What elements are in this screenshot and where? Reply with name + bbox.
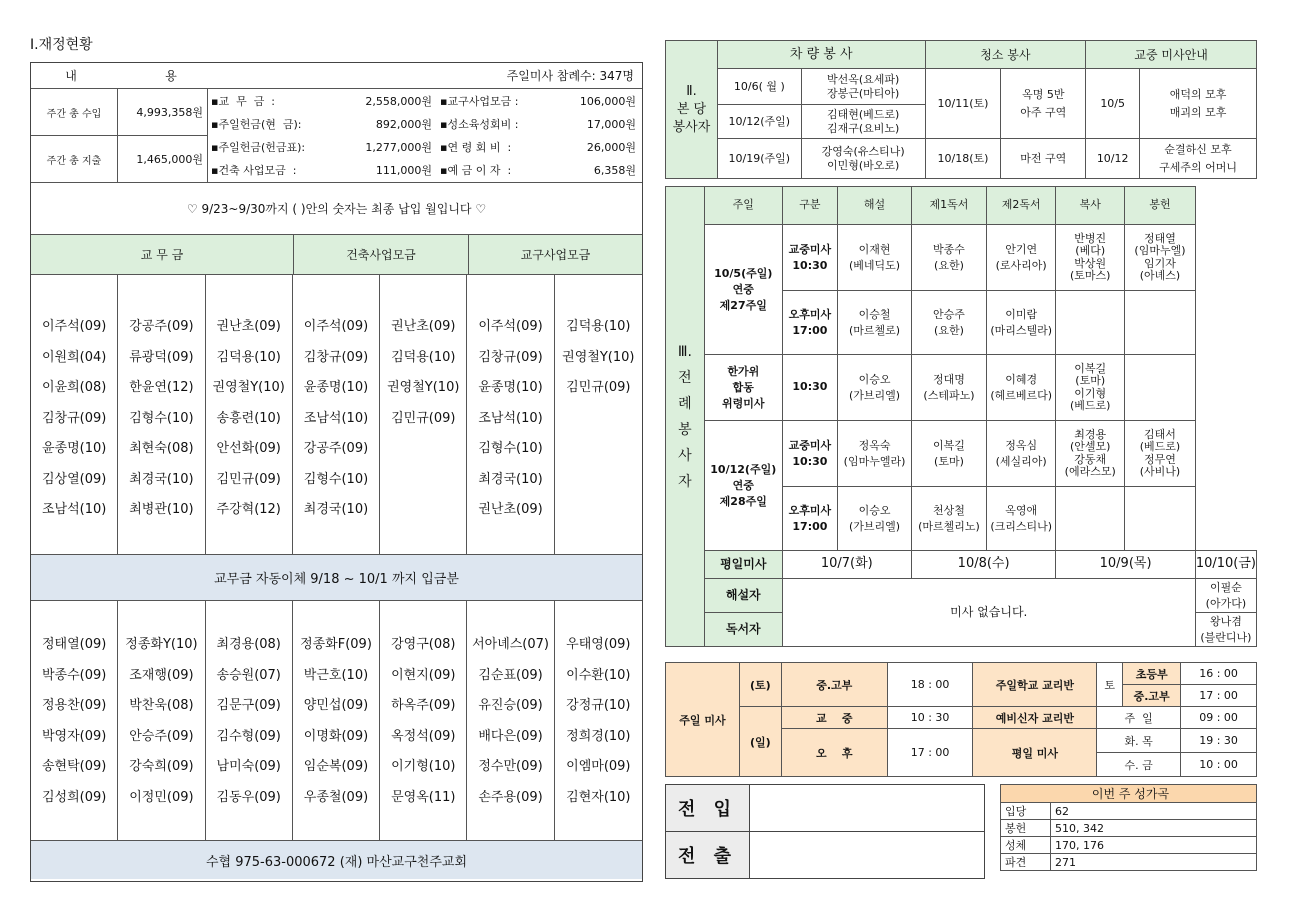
donor-name: 정용찬(09) [41,698,107,713]
name-column [380,601,467,840]
weekday-1-time: 19 : 30 [1181,729,1257,753]
mass-schedule [665,662,1257,777]
donor-name: 김덕용(10) [566,319,631,334]
donor-name: 이기형(10) [391,759,456,774]
group-header-building: 건축사업모금 [294,235,469,274]
commentator-label: 해설자 [704,579,782,613]
guide-date: 10/12 [1086,139,1140,179]
donor-name: 서아녜스(07) [472,637,549,652]
guide-text: 순결하신 모후 구세주의 어머니 [1140,139,1257,179]
reader-2: 안기연 (로사리아) [987,225,1056,291]
mass-name: 오 후 [781,729,887,777]
group-header-diocese: 교구사업모금 [520,248,591,262]
donor-name: 최현숙(08) [129,441,194,456]
hymn-number: 271 [1051,854,1257,871]
hymn-table [1000,784,1257,871]
clean-date: 10/11(토) [925,69,1001,139]
mass-type: 오후미사 17:00 [782,291,837,355]
donor-name: 손주용(09) [478,789,543,805]
name-column [31,275,118,554]
reader-2: 옥영애 (크리스티나) [987,487,1056,551]
income-line-a: ▪교 무 금 : [211,94,276,108]
donor-name: 김성희(09) [41,789,107,805]
donor-name: 권영철Y(10) [212,380,285,395]
donor-name: 최경국(10) [303,502,369,517]
offertory: 정태열 (임마누엘) 임기자 (아녜스) [1125,225,1196,291]
mass-type: 교중미사 10:30 [782,225,837,291]
donor-name: 김순표(09) [478,667,543,683]
donor-name: 정수만(09) [478,759,543,774]
donor-list [31,275,642,555]
clean-date: 10/18(토) [925,139,1001,179]
name-column [206,275,293,554]
donor-name: 윤종명(10) [303,380,369,395]
catechumen-day: 주 일 [1097,707,1181,729]
hymn-label: 입당 [1001,803,1051,820]
income-line [208,159,642,182]
reader-2: 이미람 (마리스텔라) [987,291,1056,355]
elementary-label: 초등부 [1123,663,1181,685]
income-line-d: 26,000원 [586,141,636,155]
donor-name: 조재행(09) [129,667,194,683]
donor-name: 조남석(10) [478,410,543,426]
donor-name: 박종수(09) [41,667,107,683]
donor-name: 김수형(09) [216,728,281,744]
income-line [208,112,642,135]
reader-2: 정옥심 (세실리아) [987,421,1056,487]
name-column [118,275,205,554]
donor-name: 최경국(10) [478,471,543,487]
middle-high-label: 중.고부 [1123,685,1181,707]
catechumen-label: 예비신자 교리반 [973,707,1097,729]
liturgy-table [665,186,1257,647]
income-line-d: 17,000원 [586,117,636,131]
weekday-mass-label: 평일 미사 [973,729,1097,777]
donor-name: 박근호(10) [303,667,369,683]
donor-name: 이엠마(09) [566,759,631,774]
col-header: 해설 [838,187,912,225]
donor-name: 류광덕(09) [129,349,194,365]
mass-type: 교중미사 10:30 [782,421,837,487]
sunday-school-sat: 토 [1097,663,1123,707]
weekday-date: 10/10(금) [1195,551,1256,579]
donor-name: 송현탁(09) [41,759,107,774]
donor-name: 문영옥(11) [391,789,456,805]
reader-1: 박종수 (요한) [911,225,986,291]
clean-area: 옥명 5반 아주 구역 [1001,69,1086,139]
header-nae: 내 [65,69,77,83]
donor-name: 옥정석(09) [391,728,456,744]
income-line-c: ▪연 령 회 비 : [440,141,512,155]
donor-name: 권영철Y(10) [562,349,635,365]
auto-transfer-list [31,601,642,841]
donor-name: 김형수(10) [478,441,543,456]
transfer-out-label: 전 출 [666,832,750,878]
hymn-label: 봉헌 [1001,820,1051,837]
mass-name: 중.고부 [781,663,887,707]
reader-1: 천상철 (마르첼리노) [911,487,986,551]
donor-name: 김민규(09) [566,380,631,395]
offertory [1125,291,1196,355]
income-line-b: 2,558,000원 [365,94,432,108]
day-cell: 한가위 합동 위령미사 [704,355,782,421]
income-line-d: 106,000원 [579,94,636,108]
commentator: 이승철 (마르첼로) [838,291,912,355]
reader-label: 독서자 [704,613,782,647]
offertory [1125,355,1196,421]
weekday-date: 10/7(화) [782,551,911,579]
income-breakdown [208,89,642,182]
weekday-1: 화. 목 [1097,729,1181,753]
payment-notice: ♡ 9/23~9/30까지 ( )안의 숫자는 최종 납입 월입니다 ♡ [31,183,642,235]
donor-name: 김창규(09) [478,349,543,365]
name-column [293,601,380,840]
saturday-label: (토) [739,663,781,707]
donor-name: 송흥련(10) [216,410,281,426]
car-names: 김태현(베드로) 김재구(요비노) [801,105,925,139]
altar-server [1056,487,1125,551]
donor-name: 박영자(09) [41,728,107,744]
offertory: 김태서 (베드로) 정무연 (사비나) [1125,421,1196,487]
donor-name: 정태열(09) [41,637,107,652]
col-header: 구분 [782,187,837,225]
donor-name: 이원희(04) [41,349,107,365]
header-yong: 용 [165,69,177,83]
income-line-a: ▪주일헌금(현 금): [211,117,302,131]
donor-name: 김창규(09) [41,410,107,426]
group-header-gyomugeum: 교 무 금 [31,235,294,274]
donor-name: 강숙희(09) [129,759,194,774]
mass-time: 18 : 00 [887,663,973,707]
donor-name: 이명화(09) [303,728,369,744]
donor-name: 김상열(09) [41,471,107,487]
day-cell: 10/12(주일) 연중 제28주일 [704,421,782,551]
liturgy-section-label: Ⅲ. 전 례 봉 사 자 [666,187,705,647]
mass-guide-title: 교중 미사안내 [1086,41,1257,69]
parish-volunteer-table [665,40,1257,179]
car-names: 강영숙(유스티나) 이민형(바오로) [801,139,925,179]
donor-name: 이주석(09) [478,319,543,334]
altar-server: 반병진 (베다) 박상원 (토마스) [1056,225,1125,291]
donor-name: 정희경(10) [566,728,631,744]
income-line-c: ▪예 금 이 자 : [440,164,512,178]
car-date: 10/6( 월 ) [717,69,801,105]
mass-name: 교 중 [781,707,887,729]
donor-name: 강공주(09) [129,319,194,334]
income-value: 4,993,358원 [136,106,203,119]
donor-name: 김형수(10) [129,410,194,426]
bank-account: 수협 975-63-000672 (재) 마산교구천주교회 [31,841,642,879]
donor-name: 조남석(10) [303,410,369,426]
col-header: 복사 [1056,187,1125,225]
donor-name: 정종화Y(10) [125,637,198,652]
hymn-title: 이번 주 성가곡 [1001,785,1257,803]
donor-name: 권영철Y(10) [387,380,460,395]
donor-name: 강영구(08) [391,637,456,652]
donor-name: 우태영(09) [566,637,631,652]
income-line-d: 6,358원 [593,164,636,178]
transfer-in-label: 전 입 [666,785,750,831]
donor-name: 배다은(09) [478,728,543,744]
altar-server: 이복길 (토마) 이기형 (베드로) [1056,355,1125,421]
no-mass-note: 미사 없습니다. [782,579,1195,647]
donor-name: 한윤연(12) [129,380,194,395]
income-line [208,89,642,112]
car-date: 10/12(주일) [717,105,801,139]
donor-name: 이현지(09) [391,667,456,683]
fri-reader: 왕나겸 (블란디나) [1195,613,1256,647]
donor-name: 이주석(09) [41,319,107,334]
donor-name: 김덕용(10) [391,349,456,365]
sunday-label: (일) [739,707,781,777]
donor-name: 정종화F(09) [300,637,372,652]
name-column [555,601,642,840]
donor-name: 권난초(09) [391,319,456,334]
name-column [118,601,205,840]
weekday-2-time: 10 : 00 [1181,753,1257,777]
finance-header [31,63,642,89]
donor-name: 이윤희(08) [41,380,107,395]
cleaning-title: 청소 봉사 [925,41,1086,69]
attendance: 주일미사 참례수: 347명 [506,69,634,83]
commentator: 정옥숙 (임마누엘라) [838,421,912,487]
income-line-b: 111,000원 [375,164,432,178]
donor-name: 강정규(10) [566,698,631,713]
altar-server: 최경용 (안셀모) 강동채 (에라스모) [1056,421,1125,487]
donor-name: 유진승(09) [478,698,543,713]
income-label: 주간 총 수입 [31,89,118,135]
donor-name: 조남석(10) [41,502,107,517]
donor-name: 강공주(09) [303,441,369,456]
car-date: 10/19(주일) [717,139,801,179]
donor-name: 이정민(09) [129,789,194,805]
donor-name: 이주석(09) [303,319,369,334]
commentator: 이승오 (가브리엘) [838,355,912,421]
income-line-a: ▪주일헌금(헌금표): [211,141,306,155]
income-line-b: 1,277,000원 [365,141,432,155]
donor-name: 윤종명(10) [478,380,543,395]
name-column [293,275,380,554]
hymn-number: 62 [1051,803,1257,820]
donor-name: 임순복(09) [303,759,369,774]
expense-value: 1,465,000원 [136,153,203,166]
car-names: 박선옥(요세파) 장봉근(마티아) [801,69,925,105]
altar-server [1056,291,1125,355]
reader-1: 안승주 (요한) [911,291,986,355]
donor-name: 김형수(10) [303,471,369,487]
income-line-c: ▪성소육성회비 : [440,117,519,131]
donor-name: 권난초(09) [478,502,543,517]
mass-time: 10 : 30 [887,707,973,729]
donor-name: 송승원(07) [216,667,281,683]
commentator: 이승오 (가브리엘) [838,487,912,551]
name-column [31,601,118,840]
donor-name: 양민섭(09) [303,698,369,713]
finance-summary [31,89,642,183]
income-line-a: ▪건축 사업모금 : [211,164,297,178]
car-title: 차 량 봉 사 [717,41,925,69]
weekday-date: 10/9(목) [1056,551,1195,579]
hymn-number: 170, 176 [1051,837,1257,854]
donor-name: 하옥주(09) [391,698,456,713]
elementary-time: 16 : 00 [1181,663,1257,685]
donor-name: 김민규(09) [216,471,281,487]
donor-name: 박찬욱(08) [129,698,194,713]
income-line [208,136,642,159]
mass-type: 10:30 [782,355,837,421]
donor-name: 권난초(09) [216,319,281,334]
hymn-label: 성체 [1001,837,1051,854]
reader-2: 이혜경 (헤르베르다) [987,355,1056,421]
guide-text: 애덕의 모후 매괴의 모후 [1140,69,1257,139]
donor-name: 김민규(09) [391,410,456,426]
sunday-school-label: 주일학교 교리반 [973,663,1097,707]
donor-name: 최경국(10) [129,471,194,487]
sunday-mass-label: 주일 미사 [666,663,740,777]
col-header: 제1독서 [911,187,986,225]
mass-time: 17 : 00 [887,729,973,777]
catechumen-time: 09 : 00 [1181,707,1257,729]
donor-name: 김덕용(10) [216,349,281,365]
offertory [1125,487,1196,551]
name-column [206,601,293,840]
hymn-number: 510, 342 [1051,820,1257,837]
expense-label: 주간 총 지출 [31,136,118,182]
name-column [555,275,642,554]
donor-name: 남미숙(09) [216,759,281,774]
weekday-2: 수. 금 [1097,753,1181,777]
donor-name: 최경용(08) [216,637,281,652]
fri-commentator: 이필순 (아가다) [1195,579,1256,613]
income-line-c: ▪교구사업모금 : [440,94,519,108]
donor-name: 최병관(10) [129,502,194,517]
donor-name: 김문구(09) [216,698,281,713]
donor-name: 안선화(09) [216,441,281,456]
col-header: 제2독서 [987,187,1056,225]
name-column [380,275,467,554]
guide-date: 10/5 [1086,69,1140,139]
clean-area: 마전 구역 [1001,139,1086,179]
donor-name: 안승주(09) [129,728,194,744]
group-headers [31,235,642,275]
middle-high-time: 17 : 00 [1181,685,1257,707]
mass-type: 오후미사 17:00 [782,487,837,551]
donor-name: 우종철(09) [303,789,369,805]
donor-name: 윤종명(10) [41,441,107,456]
day-cell: 10/5(주일) 연중 제27주일 [704,225,782,355]
donor-name: 이수환(10) [566,667,631,683]
donor-name: 주강혁(12) [216,502,281,517]
reader-1: 이복길 (토마) [911,421,986,487]
transfer-in-field [750,785,984,831]
reader-1: 정대명 (스테파노) [911,355,986,421]
hymn-label: 파견 [1001,854,1051,871]
finance-panel [30,62,643,882]
commentator: 이재현 (베네딕도) [838,225,912,291]
transfer-out-field [750,832,984,878]
col-header: 주일 [704,187,782,225]
parish-transfer-box [665,784,985,879]
weekday-date: 10/8(수) [911,551,1055,579]
donor-name: 김현자(10) [566,789,631,805]
volunteer-section-label: Ⅱ. 본 당 봉사자 [666,41,718,179]
finance-section-title: Ⅰ.재정현황 [30,37,93,53]
donor-name: 김창규(09) [303,349,369,365]
col-header: 봉헌 [1125,187,1196,225]
weekday-label: 평일미사 [704,551,782,579]
name-column [467,601,554,840]
name-column [467,275,554,554]
donor-name: 김동우(09) [216,789,281,805]
auto-transfer-bar: 교무금 자동이체 9/18 ~ 10/1 까지 입금분 [31,555,642,601]
income-line-b: 892,000원 [375,117,432,131]
